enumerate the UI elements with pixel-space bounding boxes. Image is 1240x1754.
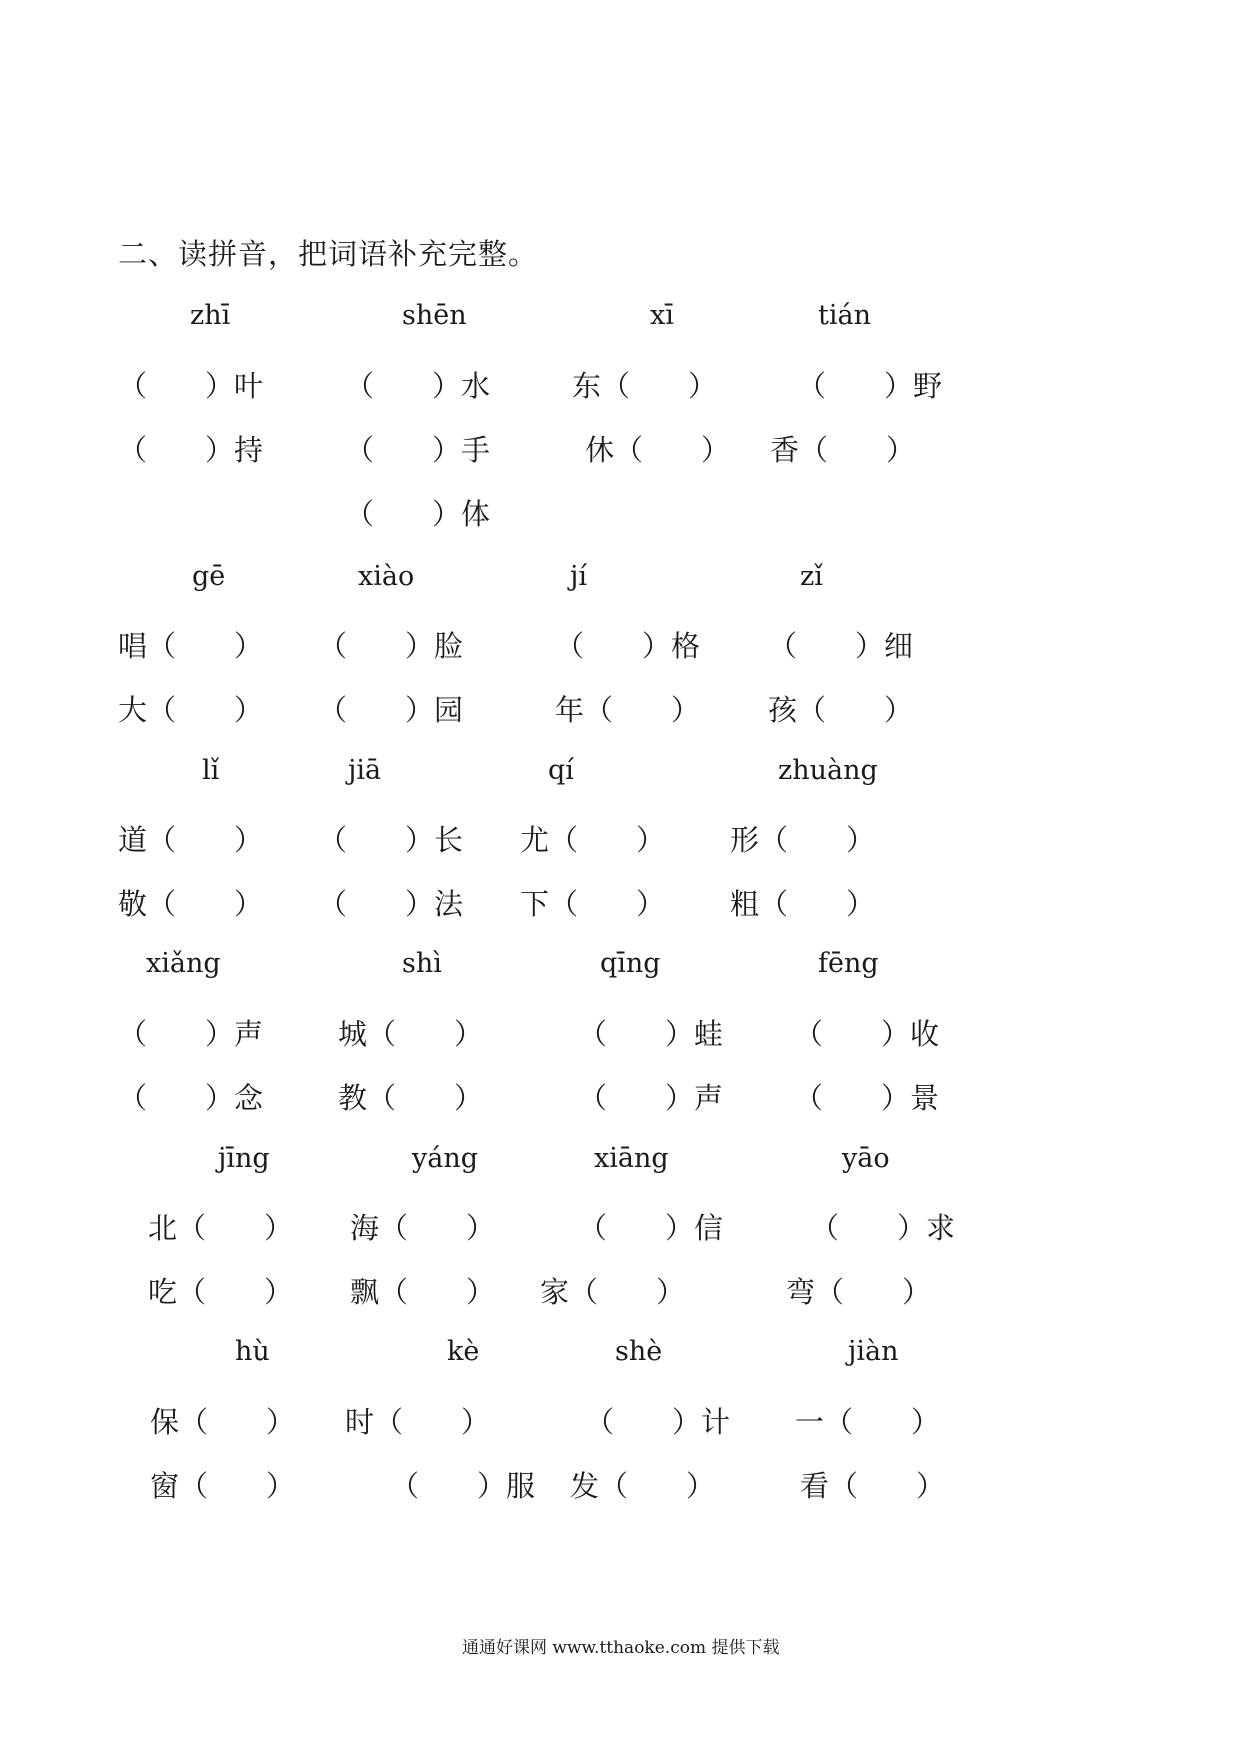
word-blank: 看（ ） — [800, 1469, 946, 1503]
word-blank: 道（ ） — [118, 823, 264, 857]
word-blank: （ ）声 — [118, 1017, 264, 1051]
pinyin-label: jiā — [348, 755, 382, 786]
pinyin-label: shè — [615, 1336, 663, 1367]
pinyin-label: fēng — [818, 948, 879, 979]
word-blank: 东（ ） — [572, 369, 718, 403]
pinyin-label: gē — [192, 561, 226, 592]
word-blank: （ ）计 — [585, 1405, 731, 1439]
word-blank: （ ）脸 — [318, 629, 464, 663]
word-blank: （ ）信 — [578, 1211, 724, 1245]
word-blank: （ ）长 — [318, 823, 464, 857]
word-blank: 一（ ） — [795, 1405, 941, 1439]
word-blank: 北（ ） — [148, 1211, 294, 1245]
word-blank: 形（ ） — [730, 823, 876, 857]
pinyin-label: zhī — [190, 300, 231, 331]
word-blank: 孩（ ） — [768, 693, 914, 727]
word-blank: 大（ ） — [118, 693, 264, 727]
word-blank: （ ）水 — [345, 369, 491, 403]
word-blank: （ ）体 — [345, 497, 491, 531]
word-blank: 家（ ） — [540, 1275, 686, 1309]
exercise-heading: 二、读拼音，把词语补充完整。 — [118, 237, 539, 271]
word-blank: 年（ ） — [555, 693, 701, 727]
pinyin-label: yáng — [412, 1143, 479, 1174]
word-blank: 时（ ） — [345, 1405, 491, 1439]
pinyin-label: hù — [235, 1336, 270, 1367]
word-blank: 吃（ ） — [148, 1275, 294, 1309]
pinyin-label: lǐ — [202, 755, 220, 786]
word-blank: （ ）手 — [345, 433, 491, 467]
footer-credit: 通通好课网 www.tthaoke.com 提供下载 — [462, 1638, 780, 1658]
pinyin-label: jiàn — [848, 1336, 899, 1367]
word-blank: 香（ ） — [770, 433, 916, 467]
word-blank: （ ）服 — [390, 1469, 536, 1503]
pinyin-label: zhuàng — [778, 755, 878, 786]
pinyin-label: yāo — [842, 1143, 890, 1174]
word-blank: （ ）求 — [810, 1211, 956, 1245]
word-blank: 窗（ ） — [150, 1469, 296, 1503]
pinyin-label: kè — [447, 1336, 480, 1367]
pinyin-label: zǐ — [800, 561, 823, 592]
pinyin-label: xiào — [358, 561, 415, 592]
word-blank: （ ）念 — [118, 1081, 264, 1115]
pinyin-label: tián — [818, 300, 871, 331]
pinyin-label: xiǎng — [146, 948, 221, 979]
word-blank: （ ）声 — [578, 1081, 724, 1115]
pinyin-label: shēn — [402, 300, 467, 331]
word-blank: （ ）格 — [555, 629, 701, 663]
word-blank: 休（ ） — [585, 433, 731, 467]
word-blank: （ ）蛙 — [578, 1017, 724, 1051]
word-blank: 弯（ ） — [786, 1275, 932, 1309]
pinyin-label: qīng — [600, 948, 661, 979]
word-blank: 唱（ ） — [118, 629, 264, 663]
pinyin-label: shì — [402, 948, 442, 979]
word-blank: （ ）景 — [794, 1081, 940, 1115]
pinyin-label: xī — [650, 300, 674, 331]
word-blank: 教（ ） — [338, 1081, 484, 1115]
word-blank: （ ）法 — [318, 887, 464, 921]
word-blank: （ ）园 — [318, 693, 464, 727]
pinyin-label: jīng — [218, 1143, 270, 1174]
word-blank: （ ）持 — [118, 433, 264, 467]
word-blank: 城（ ） — [338, 1017, 484, 1051]
word-blank: 发（ ） — [570, 1469, 716, 1503]
word-blank: 粗（ ） — [730, 887, 876, 921]
word-blank: 敬（ ） — [118, 887, 264, 921]
word-blank: 保（ ） — [150, 1405, 296, 1439]
word-blank: 海（ ） — [350, 1211, 496, 1245]
word-blank: （ ）细 — [768, 629, 914, 663]
word-blank: 下（ ） — [520, 887, 666, 921]
pinyin-label: xiāng — [594, 1143, 669, 1174]
pinyin-label: qí — [548, 755, 574, 786]
word-blank: 尤（ ） — [520, 823, 666, 857]
word-blank: （ ）收 — [794, 1017, 940, 1051]
pinyin-label: jí — [570, 561, 588, 592]
word-blank: 飘（ ） — [350, 1275, 496, 1309]
word-blank: （ ）野 — [797, 369, 943, 403]
word-blank: （ ）叶 — [118, 369, 264, 403]
